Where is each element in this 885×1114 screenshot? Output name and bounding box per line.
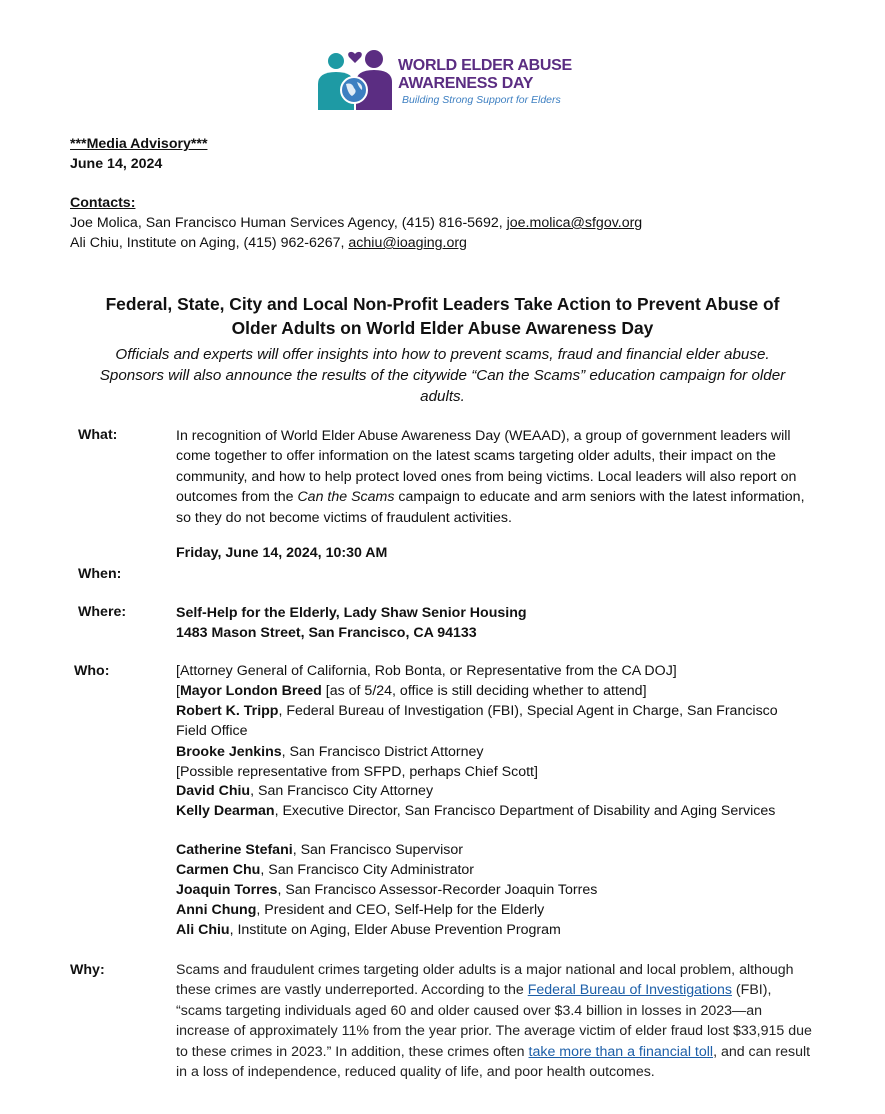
who-line: [Possible representative from SFPD, perhaps Chief Scott] [176,764,538,780]
who-line: Field Office [176,723,248,739]
speaker-role: , Federal Bureau of Investigation (FBI), Special Agent in Charge, San Francisco [278,703,778,719]
fbi-link[interactable]: Federal Bureau of Investigations [527,982,732,999]
headline-line1: Federal, State, City and Local Non-Profit Leaders Take Action to Prevent Abuse of [105,294,780,314]
logo-tagline: Building Strong Support for Elders [402,94,561,106]
why-label: Why: [70,962,105,978]
who-line [176,860,474,880]
speaker-role: , San Francisco Assessor-Recorder Joaquin Torres [277,882,598,898]
who-line [176,840,463,860]
bracket: [ [176,683,180,699]
who-line [176,880,597,900]
speaker-name: Catherine Stefani [176,842,293,858]
speaker-role: , San Francisco City Administrator [260,862,475,878]
why-text: Scams and fraudulent crimes targeting older adults is a major national and local problem, although these crimes are vastly underreported. According to the [176,962,794,999]
contact-row [70,233,467,253]
speaker-name: Brooke Jenkins [176,744,282,760]
who-line [176,900,544,920]
speaker-role: , San Francisco City Attorney [250,783,434,799]
who-line [176,742,484,762]
contact-row [70,213,642,233]
what-label: What: [78,427,118,443]
media-advisory-label: ***Media Advisory*** [70,136,208,152]
speaker-name: Ali Chiu [176,922,230,938]
contact-email-link[interactable]: achiu@ioaging.org [348,235,467,251]
subhead-line3: adults. [420,388,465,405]
speaker-name: Anni Chung [176,902,257,918]
when-value: Friday, June 14, 2024, 10:30 AM [176,545,388,561]
speaker-role: , San Francisco District Attorney [281,744,484,760]
headline-line2: Older Adults on World Elder Abuse Awareness Day [231,318,654,338]
contact-text: Ali Chiu, Institute on Aging, (415) 962-6267, [70,235,349,251]
who-line: [Attorney General of California, Rob Bonta, or Representative from the CA DOJ] [176,663,677,679]
who-line [176,801,775,821]
weaad-figures-icon [316,48,400,110]
speaker-role: , San Francisco Supervisor [292,842,464,858]
why-text-mid: (FBI), “scams targeting individuals aged 60 and older caused over $3.4 billion in losses in 2023—an increase of approximately 11% from the year prior. The average victim of elder fraud lost $33,915 due to these crimes in 2023.” In addition, these crimes often [176,982,812,1060]
speaker-name: Kelly Dearman [176,803,275,819]
who-line [176,920,561,940]
speaker-role: , Executive Director, San Francisco Department of Disability and Aging Services [274,803,776,819]
speaker-name: Mayor London Breed [179,683,322,699]
where-label: Where: [78,604,127,620]
who-line [176,781,433,801]
what-body [176,426,816,528]
why-text-end: , and can result in a loss of independence, reduced quality of life, and poor health outcomes. [176,1043,811,1081]
contacts-heading: Contacts: [70,195,136,211]
weaad-logo [316,48,576,114]
speaker-role: , Institute on Aging, Elder Abuse Prevention Program [229,922,561,938]
speaker-name: Carmen Chu [176,862,261,878]
who-line [176,701,778,721]
subhead-line1: Officials and experts will offer insights into how to prevent scams, fraud and financial elder abuse. [115,346,770,363]
subhead-line2: Sponsors will also announce the results of the citywide “Can the Scams” education campaign for older [99,367,786,384]
why-body [176,960,816,1082]
contact-email-link[interactable]: joe.molica@sfgov.org [506,215,643,231]
when-label: When: [78,566,122,582]
logo-title-line1: WORLD ELDER ABUSE [398,57,572,74]
who-line [176,681,647,701]
campaign-name: Can the Scams [297,489,395,506]
speaker-role: , President and CEO, Self-Help for the Elderly [256,902,545,918]
what-text-end: campaign to educate and arm seniors with the latest information, so they do not become victims of fraudulent activities. [176,489,805,526]
what-text: In recognition of World Elder Abuse Awareness Day (WEAAD), a group of government leaders will come together to offer information on the latest scams targeting older adults, their impact on the community, and how to help protect loved ones from being victims. Local leaders will also report on outcomes from the [176,428,797,506]
where-line2: 1483 Mason Street, San Francisco, CA 94133 [176,625,477,641]
speaker-name: David Chiu [176,783,251,799]
financial-toll-link[interactable]: take more than a financial toll [528,1043,714,1060]
contact-text: Joe Molica, San Francisco Human Services Agency, (415) 816-5692, [70,215,507,231]
who-label: Who: [74,663,110,679]
advisory-date: June 14, 2024 [70,156,163,172]
speaker-name: Robert K. Tripp [176,703,279,719]
where-line1: Self-Help for the Elderly, Lady Shaw Senior Housing [176,605,527,621]
speaker-name: Joaquin Torres [176,882,278,898]
logo-title-line2: AWARENESS DAY [398,75,534,92]
speaker-note: [as of 5/24, office is still deciding whether to attend] [321,683,647,699]
